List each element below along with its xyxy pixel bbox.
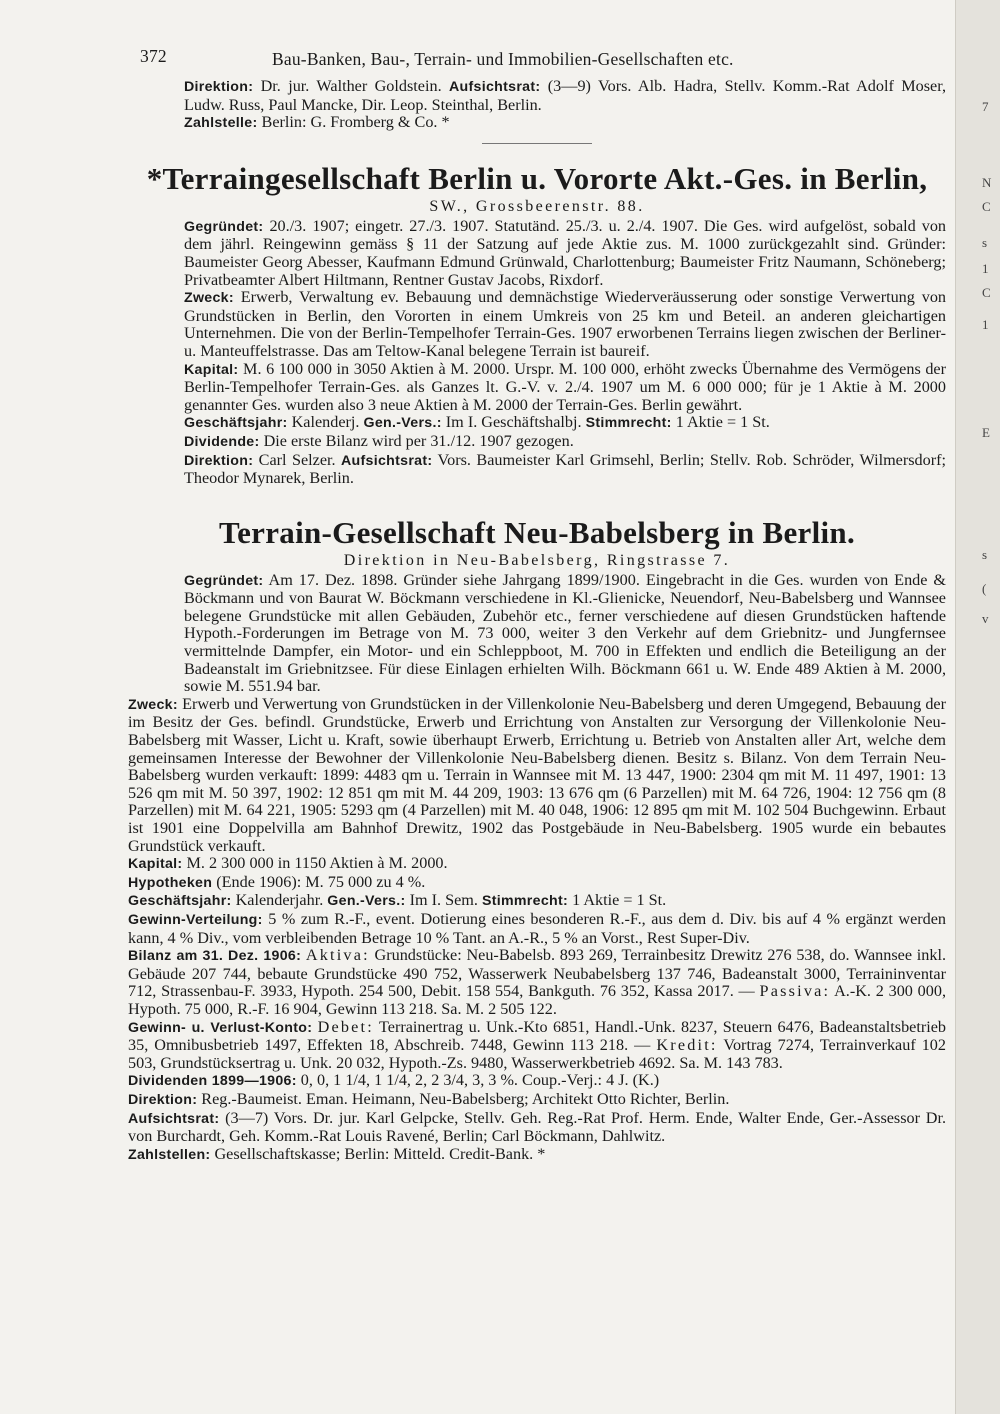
entry2-gewinnverteilung xyxy=(128,911,946,947)
entry2-hypotheken-label: Hypotheken xyxy=(128,874,213,891)
page-number: 372 xyxy=(140,46,167,66)
entry2-genvers-text: Im I. Sem. xyxy=(409,891,478,910)
entry1-genvers-text: Im I. Geschäftshalbj. xyxy=(445,413,582,432)
entry2-guv-label: Gewinn- u. Verlust-Konto: xyxy=(128,1019,313,1036)
entry2-gegruendet xyxy=(128,572,946,696)
entry1-direktion-label: Direktion: xyxy=(184,452,254,469)
entry2-genvers-label: Gen.-Vers.: xyxy=(327,893,406,910)
entry2-hypotheken-text: (Ende 1906): M. 75 000 zu 4 %. xyxy=(216,872,426,891)
prev-direktion xyxy=(128,78,946,114)
entry1-kapital-text: M. 6 100 000 in 3050 Aktien à M. 2000. Urspr. M. 100 000, erhöht zwecks Übernahme des Vermögens der Berlin-Tempelhofer Terrain-Ges. als Ganzes lt. G.-V. v. 2./4. 1907 um M. 6 000 000; für je 1 Aktie à M. 2000 genannter Ges. wurden also 3 neue Aktien à M. 2000 der Terrain-Ges. Berlin gewährt. xyxy=(184,359,947,414)
entry2-dividenden-label: Dividenden 1899—1906: xyxy=(128,1073,297,1090)
company-title-neu-babelsberg: Terrain-Gesellschaft Neu-Babelsberg in Berlin. xyxy=(218,514,856,550)
entry2-dividenden-text: 0, 0, 1 1/4, 1 1/4, 2, 2 3/4, 3, 3 %. Coup.-Verj.: 4 J. (K.) xyxy=(300,1071,660,1090)
entry1-direktion-text: Carl Selzer. xyxy=(258,450,336,469)
prev-aufsichtsrat-label: Aufsichtsrat: xyxy=(449,79,541,95)
entry2-gegruendet-text: Am 17. Dez. 1898. Gründer siehe Jahrgang 1899/1900. Eingebracht in die Ges. wurden von Ende & Böckmann und von Baurat W. Böckmann verschiedene in Kl.-Glienicke, Neuendorf, Neu-Babelsberg und Wannsee belegene Grundstücke mit allen Gebäuden, Zubehör etc., ferner verschiedene auf diesen Grundstücken haftende Hypoth.-Forderungen im Betrage von M. 73 000, weiter 3 den Verkehr auf dem Griebnitz- und Jungfernsee vermittelnde Dampfer, ein Motor- und ein Schleppboot, M. 700 in Effekten und endlich die Beteiligung an der Badeanstalt im Griebnitzsee. Für diese Einlagen erhielten Wilh. Böckmann 661 u. W. Ende 489 Aktien à M. 2000, sowie M. 551.94 bar. xyxy=(184,570,946,696)
entry2-gewinnvert-label: Gewinn-Verteilung: xyxy=(128,911,263,928)
entry1-direktion xyxy=(128,452,946,488)
entry1-aufsichtsrat-label: Aufsichtsrat: xyxy=(341,452,433,469)
entry2-stimmrecht-label: Stimmrecht: xyxy=(481,893,569,910)
entry2-guv-debet-label: Debet: xyxy=(317,1017,374,1036)
entry2-geschaeftsjahr xyxy=(128,892,946,911)
entry1-geschaeftsjahr-text: Kalenderj. xyxy=(291,413,360,432)
entry2-zahlstellen xyxy=(128,1146,946,1165)
entry2-kapital-text: M. 2 300 000 in 1150 Aktien à M. 2000. xyxy=(186,854,448,873)
entry1-dividende-label: Dividende: xyxy=(184,433,260,450)
entry2-zahlstellen-text: Gesellschaftskasse; Berlin: Mitteld. Credit-Bank. * xyxy=(214,1144,546,1163)
entry1-aufsichtsrat-text: Vors. Baumeister Karl Grimsehl, Berlin; Stellv. Rob. Schröder, Wilmersdorf; Theodor Mynarek, Berlin. xyxy=(184,450,947,488)
page-content xyxy=(128,40,946,1164)
entry1-gegruendet xyxy=(128,218,946,289)
entry1-kapital xyxy=(128,361,946,415)
entry1-zweck xyxy=(128,289,946,360)
entry2-bilanz-aktiva-label: Aktiva: xyxy=(305,946,370,965)
entry1-stimmrecht-label: Stimmrecht: xyxy=(585,415,672,432)
prev-direktion-label: Direktion: xyxy=(184,79,254,95)
entry1-gegruendet-text: 20./3. 1907; eingetr. 27./3. 1907. Statutänd. 25./3. u. 2./4. 1907. Die Ges. wird aufgelöst, sobald von dem jährl. Reingewinn gemäss § 11 der Satzung auf jede Aktie zus. M. 1000 zurückgezahlt sind. Gründer: Baumeister Georg Abesser, Kaufmann Edmund Grünwald, Charlottenburg; Baumeister Fritz Naumann, Schöneberg; Privatbeamter Albert Hiltmann, Rentner Gustav Jacobs, Rixdorf. xyxy=(184,216,947,289)
entry2-direktion-text: Reg.-Baumeist. Eman. Heimann, Neu-Babelsberg; Architekt Otto Richter, Berlin. xyxy=(201,1089,730,1108)
entry2-guv xyxy=(128,1019,946,1073)
entry2-guv-kredit-text: Vortrag 7274, Terrainverkauf 102 503, Grundstücksertrag u. Unk. 20 032, Hypoth.-Zs. 9480, Wasserwerkbetrieb 4692. Sa. M. 143 783. xyxy=(128,1036,946,1072)
company-title-berlin-vororte: *Terraingesellschaft Berlin u. Vororte Akt.-Ges. in Berlin, xyxy=(146,160,928,196)
prev-zahlstelle-label: Zahlstelle: xyxy=(184,115,258,132)
entry1-gegruendet-label: Gegründet: xyxy=(184,218,264,235)
entry1-geschaeftsjahr-label: Geschäftsjahr: xyxy=(184,415,288,432)
running-title: Bau-Banken, Bau-, Terrain- und Immobilien-Gesellschaften etc. xyxy=(272,49,734,69)
company-address-neu-babelsberg: Direktion in Neu-Babelsberg, Ringstrasse 7. xyxy=(343,551,731,569)
section-divider xyxy=(482,143,592,144)
entry2-gegruendet-label: Gegründet: xyxy=(184,572,264,589)
entry2-gewinnvert-text: 5 % zum R.-F., event. Dotierung eines besonderen R.-F., aus dem d. Div. bis auf 4 % ergänzt werden kann, 4 % Div., vom verbleibenden Betrage 10 % Tant. an A.-R., 5 % an Vorst., Rest Super-Div. xyxy=(128,909,947,947)
entry1-kapital-label: Kapital: xyxy=(184,361,239,378)
entry2-zahlstellen-label: Zahlstellen: xyxy=(128,1146,211,1163)
entry2-dividenden xyxy=(128,1072,946,1091)
entry2-aufsichtsrat-label: Aufsichtsrat: xyxy=(128,1110,220,1127)
entry2-aufsichtsrat xyxy=(128,1110,946,1146)
entry1-genvers-label: Gen.-Vers.: xyxy=(363,415,442,432)
entry2-zweck xyxy=(128,696,946,855)
entry1-zweck-text: Erwerb, Verwaltung ev. Bebauung und demnächstige Wiederveräusserung oder sonstige Verwertung von Grundstücken in Berlin, den Vororten in einem Umkreis von 25 km und Beteil. an anderen gleichartigen Unternehmen. Die von der Berlin-Tempelhofer Terrain-Ges. 1907 erworbenen Terrains liegen zwischen der Berliner- u. Manteuffelstrasse. Das am Teltow-Kanal belegene Terrain ist baureif. xyxy=(184,288,947,360)
entry2-bilanz-passiva-text: A.-K. 2 300 000, Hypoth. 75 000, R.-F. 16 904, Gewinn 113 218. Sa. M. 2 505 122. xyxy=(128,982,946,1018)
entry2-bilanz-text: Grundstücke: Neu-Babelsb. 893 269, Terrainbesitz Drewitz 276 538, do. Wannsee inkl. Gebäude 207 744, bebaute Grundstücke 490 752, Wasserwerk Neubabelsberg 137 746, Badeanstalt 3000, Terraininventar 712, Strassenbau-F. 3933, Hypoth. 254 500, Debit. 158 554, Bankguth. 76 352, Kassa 2017. — xyxy=(128,946,946,1001)
entry2-geschaeftsjahr-label: Geschäftsjahr: xyxy=(128,893,232,910)
entry2-zweck-label: Zweck: xyxy=(128,696,178,713)
prev-aufsichtsrat-text: (3—9) Vors. Alb. Hadra, Stellv. Komm.-Rat Adolf Moser, Ludw. Russ, Paul Mancke, Dir. Leop. Steinthal, Berlin. xyxy=(184,77,947,114)
entry2-kapital xyxy=(128,855,946,874)
entry2-direktion-label: Direktion: xyxy=(128,1091,198,1108)
entry1-dividende-text: Die erste Bilanz wird per 31./12. 1907 gezogen. xyxy=(263,431,574,450)
entry2-guv-text: Terrainertrag u. Unk.-Kto 6851, Handl.-Unk. 8237, Steuern 6476, Badeanstaltsbetrieb 35, Omnibusbetrieb 1497, Effekten 18, Abschreib. 7448, Gewinn 113 218. — xyxy=(128,1017,947,1055)
prev-zahlstelle-text: Berlin: G. Fromberg & Co. * xyxy=(261,113,450,132)
entry2-kapital-label: Kapital: xyxy=(128,856,183,873)
adjacent-page-edge: 7 N C s 1 C 1 E s ( v xyxy=(955,0,1000,1414)
entry2-bilanz-label: Bilanz am 31. Dez. 1906: xyxy=(128,948,302,965)
prev-direktion-text: Dr. jur. Walther Goldstein. xyxy=(260,77,442,95)
entry2-direktion xyxy=(128,1091,946,1110)
entry2-stimmrecht-text: 1 Aktie = 1 St. xyxy=(572,891,667,910)
entry2-hypotheken xyxy=(128,874,946,893)
entry2-bilanz xyxy=(128,947,946,1018)
entry1-geschaeftsjahr xyxy=(128,414,946,433)
running-head xyxy=(128,40,946,78)
company-address-berlin-vororte: SW., Grossbeerenstr. 88. xyxy=(429,197,645,215)
entry2-guv-kredit-label: Kredit: xyxy=(656,1036,718,1055)
entry2-bilanz-passiva-label: Passiva: xyxy=(759,982,831,1001)
entry2-geschaeftsjahr-text: Kalenderjahr. xyxy=(235,891,324,910)
entry2-aufsichtsrat-text: (3—7) Vors. Dr. jur. Karl Gelpcke, Stellv. Geh. Reg.-Rat Prof. Herm. Ende, Walter Ende, Ger.-Assessor Dr. von Burchardt, Geh. Komm.-Rat Louis Ravené, Berlin; Carl Böckmann, Dahlwitz. xyxy=(128,1108,946,1146)
entry2-zweck-text: Erwerb und Verwertung von Grundstücken in der Villenkolonie Neu-Babelsberg und deren Umgegend, Bebauung der im Besitz der Ges. befindl. Grundstücke, Erwerb und Errichtung von Anstalten zur Versorgung der Villenkolonie Neu-Babelsberg mit Wasser, Licht u. Kraft, sowie überhaupt Erwerb, Errichtung u. Betrieb von Anstalten aller Art, welche dem gemeinsamen Interesse der Bewohner der Villenkolonie Neu-Babelsberg dienen. Besitz s. Bilanz. Von dem Terrain Neu-Babelsberg wurden verkauft: 1899: 4483 qm u. Terrain in Wannsee mit M. 13 447, 1900: 2304 qm mit M. 11 497, 1901: 13 526 qm mit M. 50 397, 1902: 12 851 qm mit M. 44 209, 1903: 13 676 qm (6 Parzellen) mit M. 64 726, 1904: 12 756 qm (8 Parzellen) mit M. 64 221, 1905: 5293 qm (4 Parzellen) mit M. 40 048, 1906: 12 895 qm mit M. 102 504 Buchgewinn. Erbaut ist 1901 eine Doppelvilla am Bahnhof Drewitz, 1902 das Postgebäude in Neu-Babelsberg. 1905 wurde ein bebautes Grundstück verkauft. xyxy=(128,694,947,855)
entry1-dividende xyxy=(128,433,946,452)
prev-zahlstelle xyxy=(128,114,946,133)
entry1-zweck-label: Zweck: xyxy=(184,290,234,307)
entry1-stimmrecht-text: 1 Aktie = 1 St. xyxy=(675,413,770,432)
